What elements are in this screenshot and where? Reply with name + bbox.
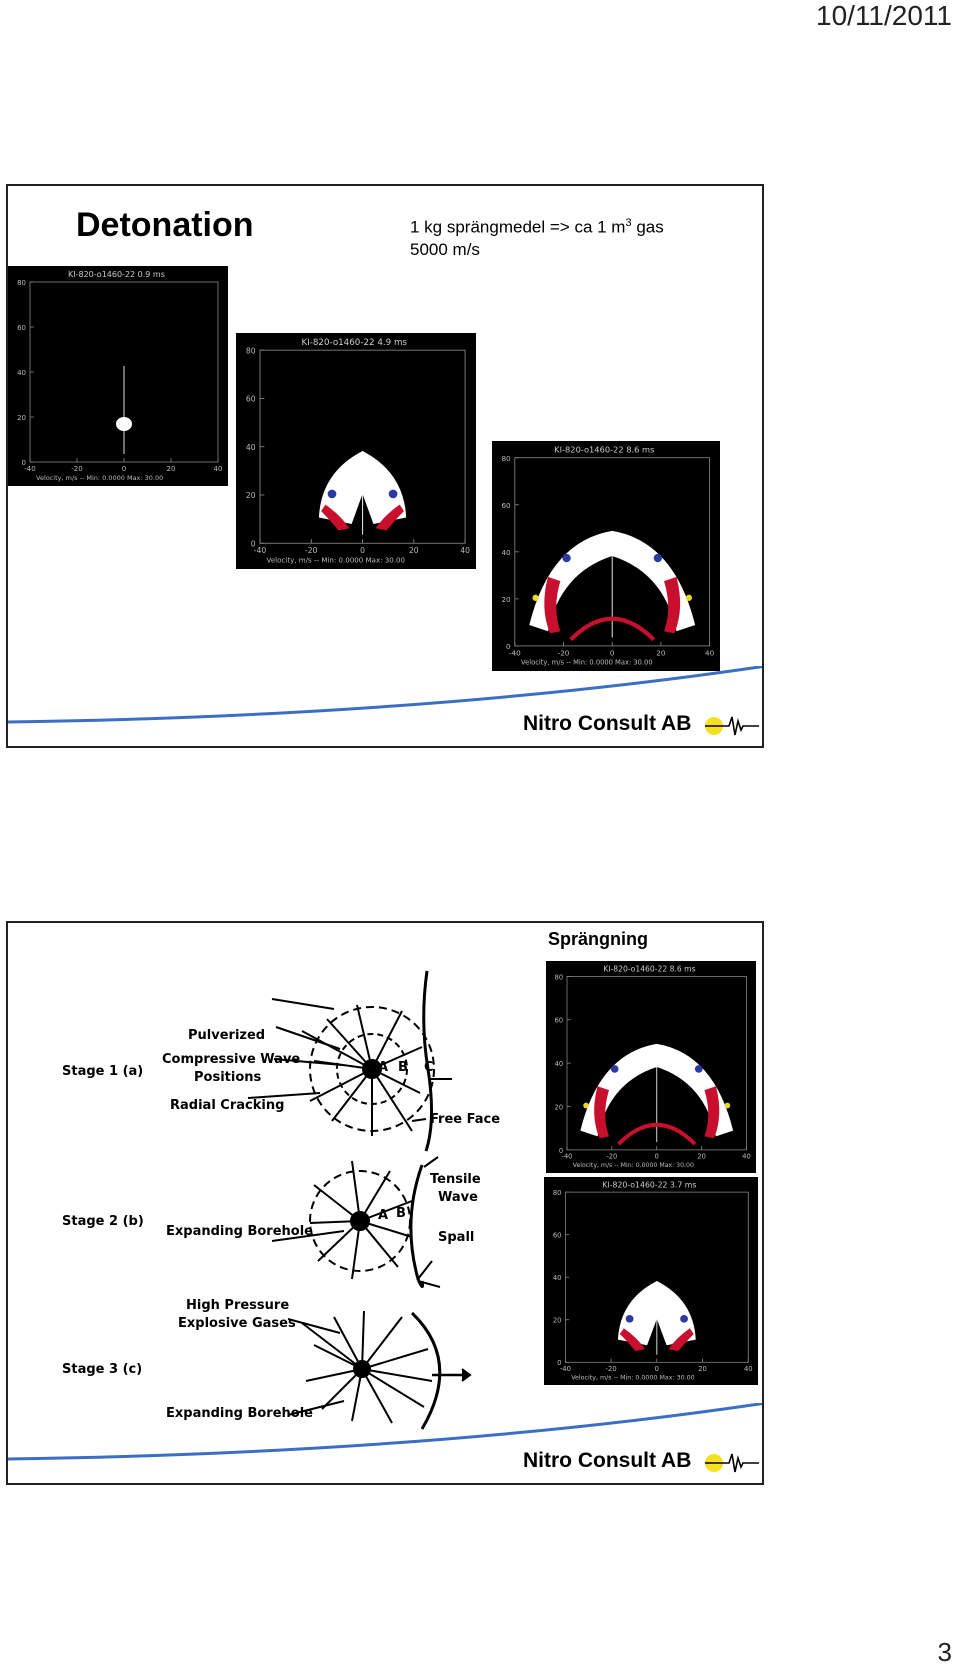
label-high-pressure: High Pressure	[186, 1298, 290, 1313]
velocity-zone-blue	[562, 554, 570, 562]
label-stage-3: Stage 3 (c)	[62, 1362, 143, 1377]
y-tick-label: 60	[17, 324, 26, 332]
x-tick-label: 20	[697, 1152, 706, 1161]
y-tick-label: 0	[250, 539, 256, 549]
x-tick-label: 20	[698, 1364, 707, 1373]
label-stage-1: Stage 1 (a)	[62, 1064, 144, 1079]
note-line2: 5000 m/s	[410, 239, 480, 259]
simulation-panel-1	[8, 266, 228, 486]
simulation-panel-4	[546, 961, 756, 1173]
label-letter-b2: B	[396, 1206, 406, 1221]
y-tick-label: 60	[501, 500, 511, 510]
label-letter-c: C	[424, 1060, 434, 1075]
label-letter-b: B	[398, 1060, 408, 1075]
gas-bubble	[116, 417, 132, 431]
simulation-panel-2	[236, 333, 476, 569]
velocity-zone-yellow	[583, 1103, 589, 1109]
panel-title: KI-820-o1460-22 8.6 ms	[554, 444, 655, 455]
label-compressive-wave: Compressive Wave	[162, 1052, 301, 1067]
velocity-zone-blue	[695, 1065, 703, 1073]
page-number: 3	[937, 1637, 952, 1667]
label-expanding-borehole-1: Expanding Borehole	[166, 1224, 313, 1239]
panel-title: KI-820-o1460-22 3.7 ms	[602, 1180, 697, 1190]
y-tick-label: 0	[557, 1359, 562, 1368]
label-letter-a2: A	[378, 1208, 389, 1223]
slide-title: Detonation	[76, 206, 254, 244]
y-tick-label: 20	[501, 594, 511, 605]
x-tick-label: -40	[559, 1364, 571, 1373]
brand-name: Nitro Consult AB	[523, 712, 692, 735]
x-tick-label: 0	[360, 545, 365, 555]
y-tick-label: 40	[501, 547, 511, 557]
velocity-zone-blue	[654, 554, 662, 562]
y-tick-label: 40	[552, 1274, 562, 1283]
velocity-zone-yellow	[725, 1103, 731, 1109]
nitro-consult-logo-icon	[703, 711, 761, 741]
label-compressive-positions: Positions	[194, 1070, 262, 1085]
x-tick-label: -20	[605, 1364, 617, 1373]
y-tick-label: 40	[245, 442, 256, 452]
y-tick-label: 20	[245, 491, 256, 501]
panel-title: KI-820-o1460-22 4.9 ms	[301, 337, 407, 348]
x-tick-label: -40	[253, 545, 267, 555]
blast-stages-diagram	[52, 961, 532, 1431]
x-tick-label: 40	[213, 465, 223, 473]
y-tick-label: 80	[554, 973, 564, 982]
brand-name: Nitro Consult AB	[523, 1449, 692, 1472]
x-tick-label: -40	[561, 1152, 573, 1161]
x-tick-label: -40	[24, 465, 36, 473]
label-tensile: Tensile	[430, 1172, 481, 1187]
x-tick-label: 40	[743, 1364, 753, 1373]
y-tick-label: 60	[552, 1231, 562, 1240]
y-tick-label: 40	[17, 369, 26, 377]
x-tick-label: 40	[705, 648, 715, 658]
velocity-zone-yellow	[532, 595, 538, 601]
velocity-zone-blue	[328, 490, 337, 499]
label-expanding-borehole-2: Expanding Borehole	[166, 1406, 313, 1421]
x-tick-label: -20	[557, 648, 570, 658]
velocity-zone-blue	[611, 1065, 619, 1073]
panel-footer: Velocity, m/s -- Min: 0.0000 Max: 30.00	[36, 474, 164, 482]
y-tick-label: 60	[554, 1016, 564, 1025]
panel-footer: Velocity, m/s -- Min: 0.0000 Max: 30.00	[266, 555, 406, 565]
x-tick-label: 40	[742, 1152, 751, 1161]
y-tick-label: 20	[554, 1103, 564, 1112]
label-radial-cracking-text: Radial Cracking	[170, 1098, 285, 1113]
velocity-zone-blue	[389, 490, 398, 499]
x-tick-label: -20	[71, 465, 83, 473]
y-tick-label: 20	[552, 1316, 562, 1325]
simulation-panel-5	[544, 1177, 758, 1385]
x-tick-label: 0	[654, 1364, 659, 1373]
note-line1-pre: 1 kg sprängmedel => ca 1 m	[410, 217, 626, 237]
x-tick-label: 0	[121, 465, 127, 473]
label-explosive-gases: Explosive Gases	[178, 1316, 296, 1331]
slide-sprangning	[6, 921, 764, 1485]
label-wave: Wave	[438, 1190, 478, 1205]
x-tick-label: 20	[656, 648, 666, 658]
panel-title: KI-820-o1460-22 0.9 ms	[68, 270, 165, 279]
label-letter-a: A	[378, 1060, 389, 1075]
simulation-panel-3	[492, 441, 720, 671]
y-tick-label: 80	[245, 346, 256, 356]
slide-note	[410, 212, 664, 261]
y-tick-label: 0	[21, 459, 26, 467]
y-tick-label: 80	[501, 453, 511, 463]
panel-footer: Velocity, m/s -- Min: 0.0000 Max: 30.00	[571, 1374, 695, 1382]
y-tick-label: 0	[558, 1146, 564, 1155]
velocity-zone-yellow	[686, 595, 692, 601]
panel-title: KI-820-o1460-22 8.6 ms	[603, 964, 696, 974]
label-pulverized: Pulverized	[188, 1028, 266, 1043]
x-tick-label: -20	[305, 545, 318, 555]
label-free-face: Free Face	[430, 1112, 501, 1127]
header-date: 10/11/2011	[816, 0, 952, 31]
y-tick-label: 0	[506, 642, 511, 652]
x-tick-label: 40	[460, 545, 470, 555]
y-tick-label: 80	[17, 279, 26, 287]
x-tick-label: 20	[166, 465, 176, 473]
panel-footer: Velocity, m/s -- Min: 0.0000 Max: 30.00	[521, 658, 653, 667]
x-tick-label: 0	[654, 1152, 659, 1161]
y-tick-label: 80	[552, 1189, 562, 1197]
nitro-consult-logo-icon	[703, 1448, 761, 1478]
note-superscript: 3	[625, 217, 632, 229]
x-tick-label: -40	[508, 648, 521, 658]
label-stage-2: Stage 2 (b)	[62, 1214, 144, 1229]
x-tick-label: 20	[408, 545, 419, 555]
y-tick-label: 60	[245, 394, 256, 404]
y-tick-label: 40	[554, 1060, 564, 1069]
label-spall: Spall	[438, 1230, 475, 1245]
velocity-zone-blue	[680, 1315, 688, 1323]
slide-title: Sprängning	[548, 929, 648, 949]
note-line1-post: gas	[631, 217, 664, 237]
x-tick-label: -20	[606, 1152, 618, 1161]
y-tick-label: 20	[17, 414, 26, 422]
velocity-zone-blue	[626, 1315, 634, 1323]
slide-detonation	[6, 184, 764, 748]
panel-footer: Velocity, m/s -- Min: 0.0000 Max: 30.00	[572, 1162, 694, 1170]
x-tick-label: 0	[609, 648, 615, 658]
